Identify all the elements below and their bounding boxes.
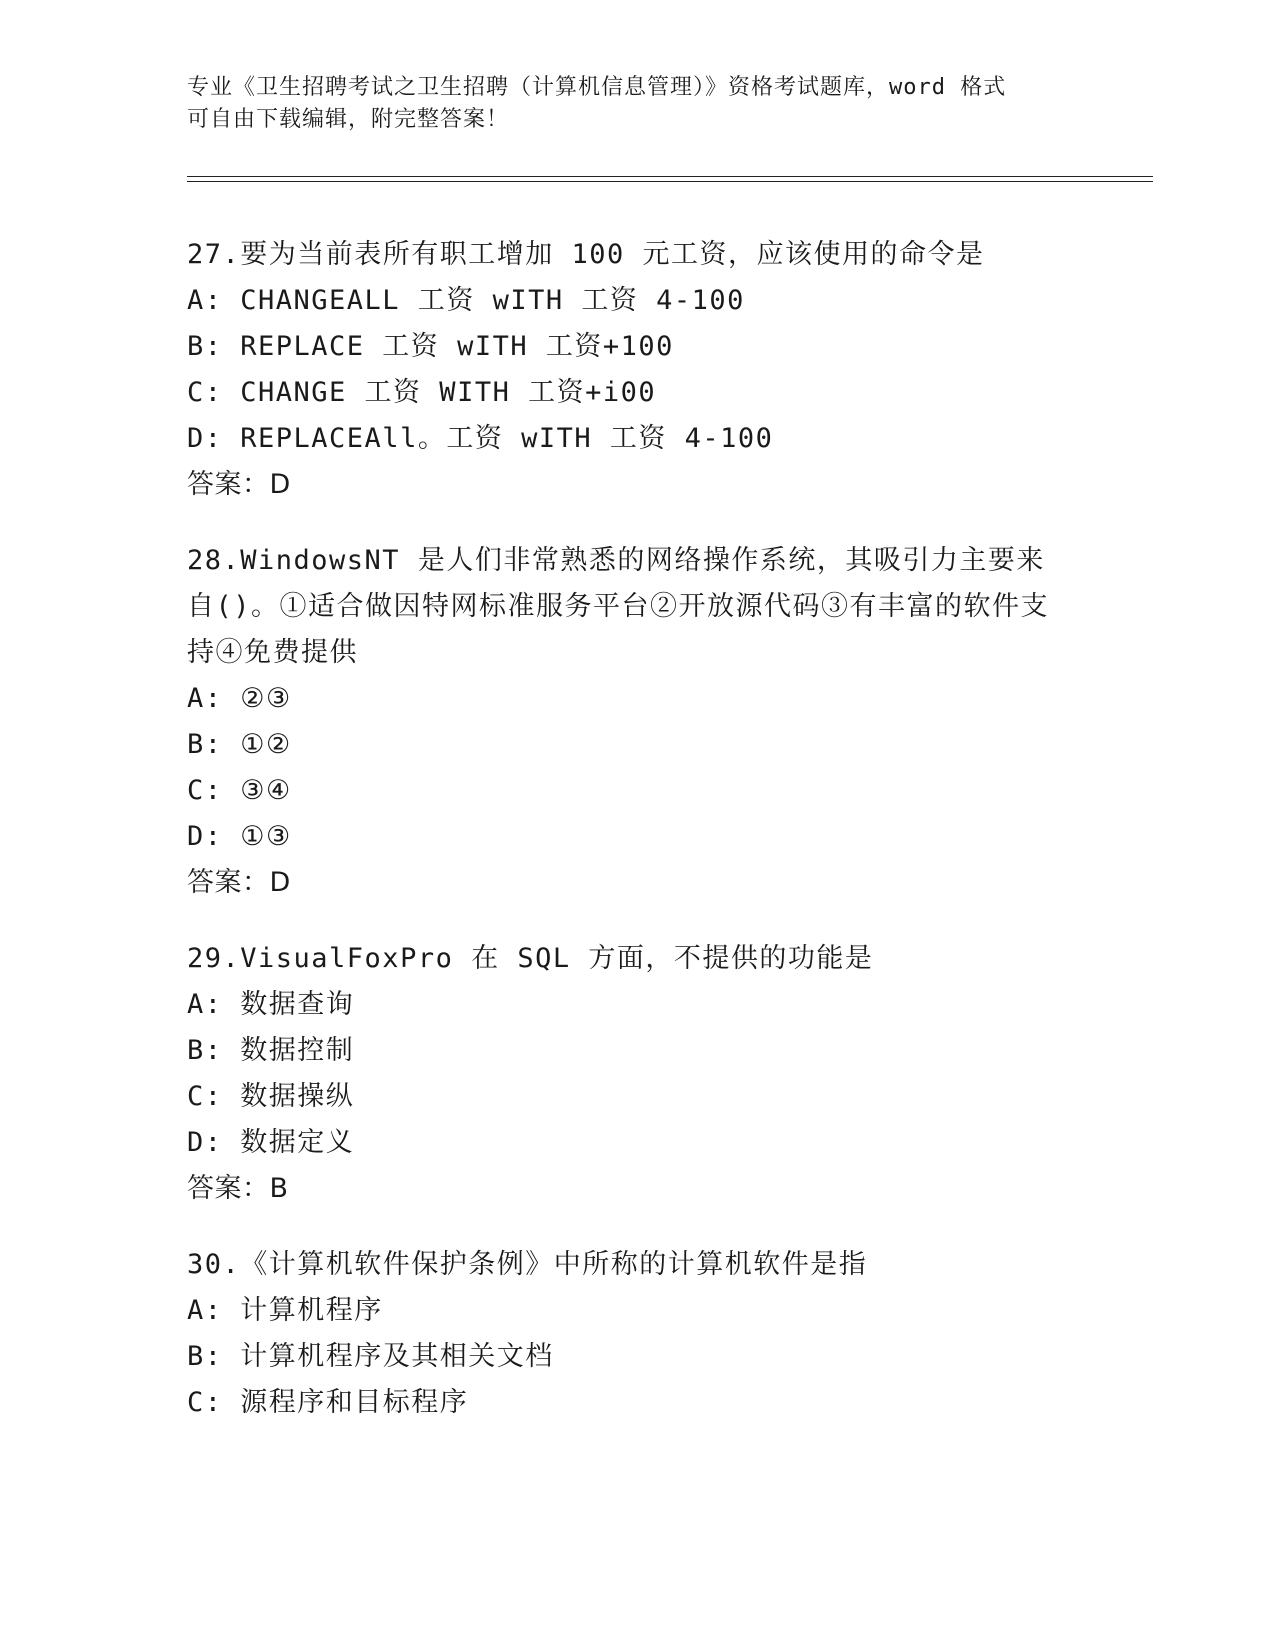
option-b: B: 计算机程序及其相关文档 [187,1341,554,1372]
option-a: A: ②③ [187,683,292,714]
option-d: D: 数据定义 [187,1127,355,1158]
option-c: C: 源程序和目标程序 [187,1387,469,1418]
option-d: D: REPLACEAll。工资 wITH 工资 4-100 [187,423,774,454]
question-text: 30.《计算机软件保护条例》中所称的计算机软件是指 [187,1249,868,1280]
document-header [187,72,1067,136]
header-line-2: 可自由下载编辑，附完整答案！ [187,107,510,132]
question-text: 29.VisualFoxPro 在 SQL 方面，不提供的功能是 [187,943,874,974]
header-divider-bottom [187,181,1153,182]
question-text: 28.WindowsNT 是人们非常熟悉的网络操作系统，其吸引力主要来自()。①适合做因特网标准服务平台②开放源代码③有丰富的软件支持④免费提供 [187,545,1050,668]
question-30 [187,1242,1067,1426]
option-c: C: 数据操纵 [187,1081,355,1112]
option-b: B: 数据控制 [187,1035,355,1066]
answer-label: 答案：D [187,469,291,500]
option-c: C: CHANGE 工资 WITH 工资+i00 [187,377,657,408]
answer-label: 答案：D [187,867,291,898]
header-divider-top [187,176,1153,177]
question-27 [187,232,1067,508]
question-list [187,232,1067,1456]
option-a: A: CHANGEALL 工资 wITH 工资 4-100 [187,285,745,316]
option-c: C: ③④ [187,775,292,806]
option-b: B: ①② [187,729,292,760]
option-a: A: 计算机程序 [187,1295,383,1326]
header-line-1: 专业《卫生招聘考试之卫生招聘（计算机信息管理）》资格考试题库，word 格式 [187,75,1007,100]
option-d: D: ①③ [187,821,292,852]
option-b: B: REPLACE 工资 wITH 工资+100 [187,331,674,362]
question-28 [187,538,1067,906]
question-text: 27.要为当前表所有职工增加 100 元工资，应该使用的命令是 [187,239,985,270]
answer-label: 答案：B [187,1173,289,1204]
option-a: A: 数据查询 [187,989,355,1020]
question-29 [187,936,1067,1212]
